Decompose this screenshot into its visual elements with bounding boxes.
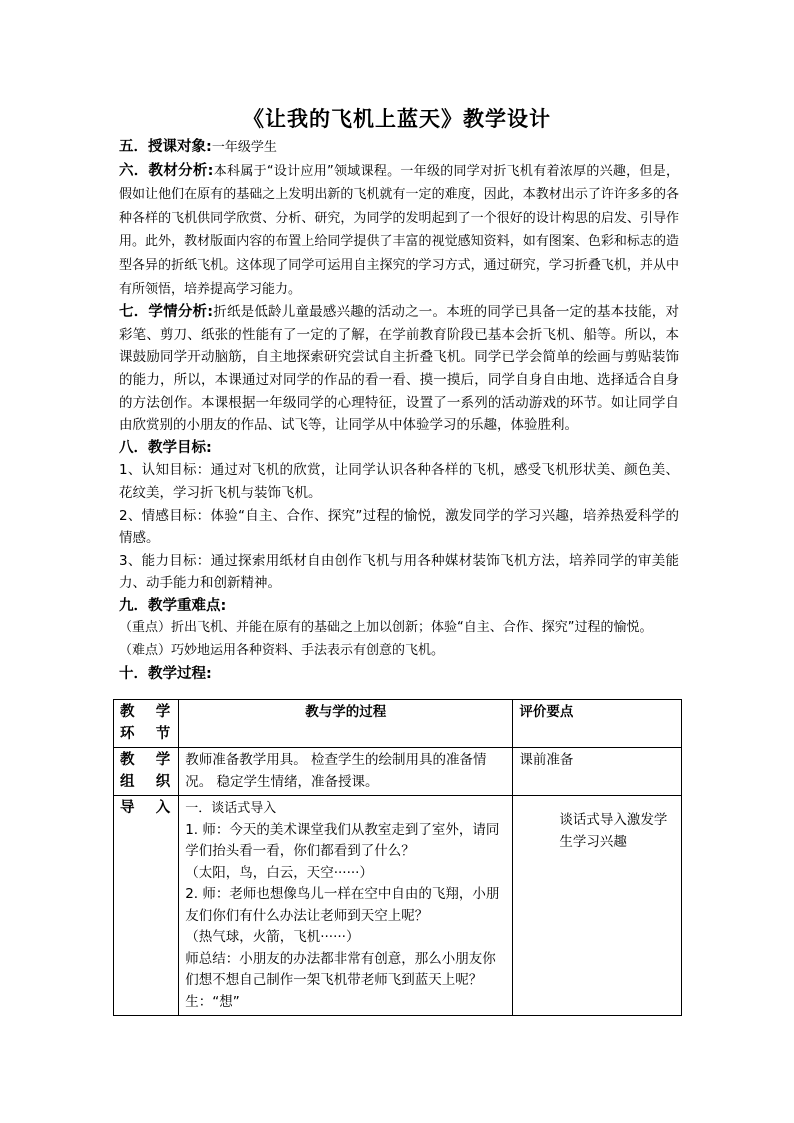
document-title: 《让我的飞机上蓝天》教学设计	[243, 106, 551, 131]
section-5-text: 一年级学生	[211, 140, 277, 155]
row-eval	[513, 796, 682, 1016]
key-point-item: （重点）折出飞机、并能在原有的基础之上加以创新；体验“自主、合作、探究”过程的愉悦。	[119, 620, 653, 636]
row-eval: 课前准备	[513, 748, 682, 796]
process-line: 师总结：小朋友的办法都非常有创意，那么小朋友你们想不想自己制作一架飞机带老师飞到蓝天上呢？	[185, 950, 496, 988]
row-stage: 教 学 组 织	[114, 748, 179, 796]
section-7-heading: 七．学情分析:	[119, 304, 214, 321]
document-body	[119, 136, 679, 685]
header-eval: 评价要点	[513, 700, 682, 748]
process-line: 2. 师：老师也想像鸟儿一样在空中自由的飞翔，小朋友们你们有什么办法让老师到天空上呢？	[185, 886, 500, 924]
key-point-item: （难点）巧妙地运用各种资料、手法表示有创意的飞机。	[119, 643, 445, 659]
process-line: 1. 师：今天的美术课堂我们从教室走到了室外，请同学们抬头看一看，你们都看到了什么？	[185, 821, 500, 859]
header-process: 教与学的过程	[179, 700, 513, 748]
section-9-heading: 九．教学重难点:	[119, 597, 227, 614]
table-row	[114, 748, 682, 796]
process-line: （太阳，鸟，白云，天空······）	[185, 864, 373, 881]
table-row	[114, 796, 682, 1016]
eval-text: 谈话式导入激发学生学习兴趣	[559, 812, 668, 850]
process-line: （热气球，火箭，飞机······）	[185, 929, 360, 945]
table-header-row	[114, 700, 682, 748]
objective-item: 2、情感目标：体验“自主、合作、探究”过程的愉悦，激发同学的学习兴趣，培养热爱科学的情感。	[119, 507, 679, 547]
section-5-heading: 五．授课对象:	[119, 139, 212, 155]
section-7-text: 折纸是低龄儿童最感兴趣的活动之一。本班的同学已具备一定的基本技能，对彩笔、剪刀、纸张的性能有了一定的了解，在学前教育阶段已基本会折飞机、船等。所以，本课鼓励同学开动脑筋，自主地探索研究尝试自主折叠飞机。同学已学会简单的绘画与剪贴装饰的能力，所以，本课通过对同学的作品的看一看、摸一摸后，同学自身自由地、选择适合自身的方法创作。本课根据一年级同学的心理特征，设置了一系列的活动游戏的环节。如让同学自由欣赏别的小朋友的作品、试飞等，让同学从中体验学习的乐趣，体验胜利。	[119, 304, 679, 434]
row-stage: 导入	[114, 796, 179, 1016]
section-6-heading: 六．教材分析:	[119, 162, 214, 179]
row-process: 教师准备教学用具。 检查学生的绘制用具的准备情况。 稳定学生情绪，准备授课。	[179, 748, 513, 796]
process-line: 一．谈话式导入	[185, 801, 277, 816]
process-line: 生：“想”	[185, 993, 240, 1010]
header-stage: 教 学 环 节	[114, 700, 179, 748]
section-6-text: 本科属于“设计应用”领域课程。一年级的同学对折飞机有着浓厚的兴趣，但是，假如让他们在原有的基础之上发明出新的飞机就有一定的难度，因此，本教材出示了许许多多的各种各样的飞机供同学欣赏、分析、研究，为同学的发明起到了一个很好的设计构思的启发、引导作用。此外，教材版面内容的布置上给同学提供了丰富的视觉感知资料，如有图案、色彩和标志的造型各异的折纸飞机。这体现了同学可运用自主探究的学习方式，通过研究，学习折叠飞机，并从中有所领悟，培养提高学习能力。	[119, 163, 679, 297]
section-7	[119, 301, 679, 437]
section-6	[119, 160, 679, 302]
objective-item: 1、认知目标：通过对飞机的欣赏，让同学认识各种各样的飞机，感受飞机形状美、颜色美、花纹美，学习折飞机与装饰飞机。	[119, 462, 679, 501]
teaching-process-table	[113, 699, 682, 1016]
section-10-heading: 十．教学过程:	[119, 665, 212, 682]
section-5	[119, 136, 679, 160]
section-8-heading: 八．教学目标:	[119, 439, 212, 456]
objective-item: 3、能力目标：通过探索用纸材自由创作飞机与用各种媒材装饰飞机方法，培养同学的审美能力、动手能力和创新精神。	[119, 552, 679, 592]
row-process	[179, 796, 513, 1016]
